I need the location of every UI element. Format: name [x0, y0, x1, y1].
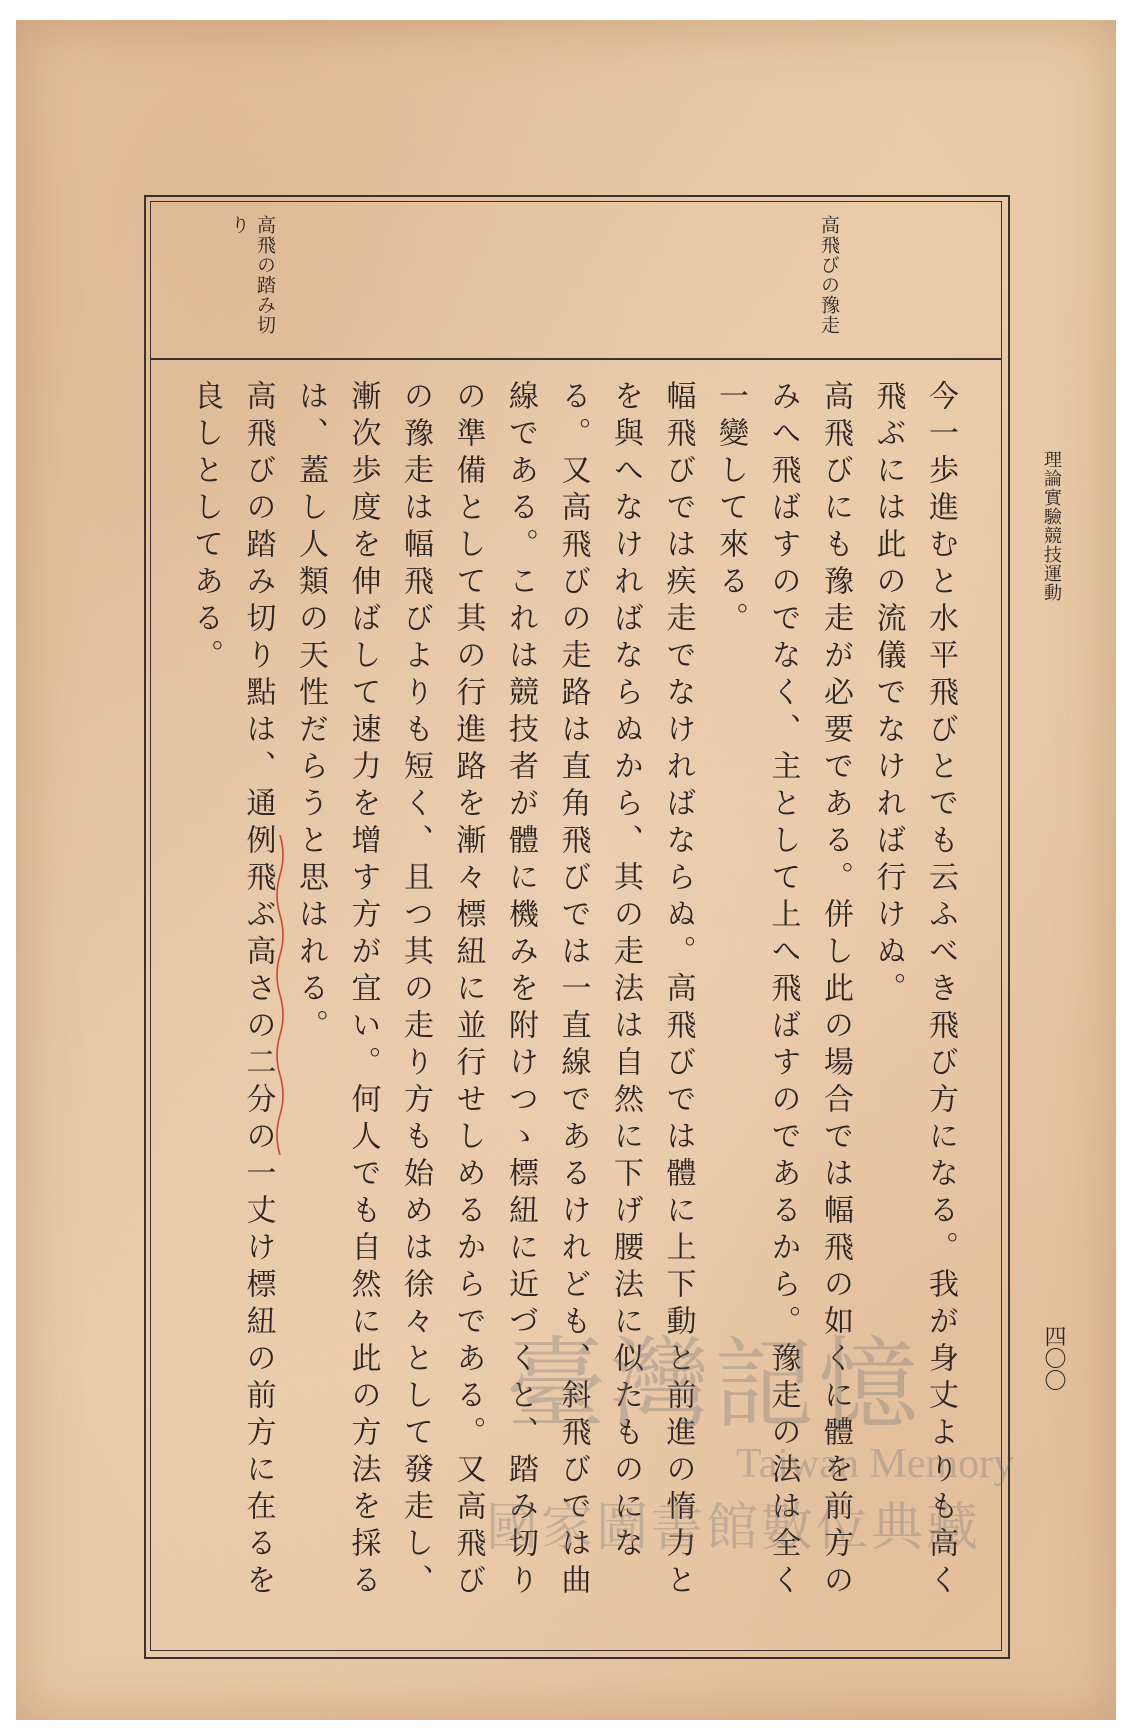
watermark-chinese: 國家圖書館數位典藏	[486, 1498, 982, 1558]
book-page	[16, 20, 1116, 1720]
page-number: 四〇〇	[1041, 1325, 1066, 1391]
paragraph: 高飛びの踏み切り點は、通例飛ぶ高さの二分の一丈け標紐の前方に在るを良しとしてある。	[188, 380, 276, 1601]
paragraph: 高飛びにも豫走が必要である。併し此の場合では幅飛の如くに體を前方のみへ飛ばすのでなく、主として上へ飛ばすのであるから。豫走の法は全く一變して來る。	[713, 380, 853, 1601]
watermark-english: Taiwan Memory	[736, 1441, 1015, 1487]
side-heading-approach-run: 高飛びの豫走	[818, 215, 840, 335]
watermark	[486, 1326, 1086, 1558]
watermark-logo: 臺灣記憶	[506, 1326, 922, 1443]
running-head: 理論實驗競技運動	[1041, 450, 1062, 602]
heading-divider	[150, 358, 1001, 360]
red-wavy-annotation	[274, 835, 286, 1155]
side-heading-takeoff: 高飛の踏み切り	[228, 215, 276, 335]
paragraph: 今一歩進むと水平飛びとでも云ふべき飛び方になる。我が身丈よりも高く飛ぶには此の流儀でなければ行けぬ。	[870, 380, 958, 1601]
paragraph: 幅飛びでは疾走でなければならぬ。高飛びでは體に上下動と前進の惰力とを與へなければならぬから、其の走法は自然に下げ腰法に似たものになる。又高飛びの走路は直角飛びでは一直線であるけれども、斜飛びでは曲線である。これは競技者が體に機みを附けつゝ標紐に近づくと、踏み切りの準備として其の行進路を漸々標紐に並行せしめるからである。又高飛びの豫走は幅飛びよりも短く、且つ其の走り方も始めは徐々として發走し、漸次歩度を伸ばして速力を增す方が宜い。何人でも自然に此の方法を採るは、蓋し人類の天性だらうと思はれる。	[293, 380, 696, 1601]
